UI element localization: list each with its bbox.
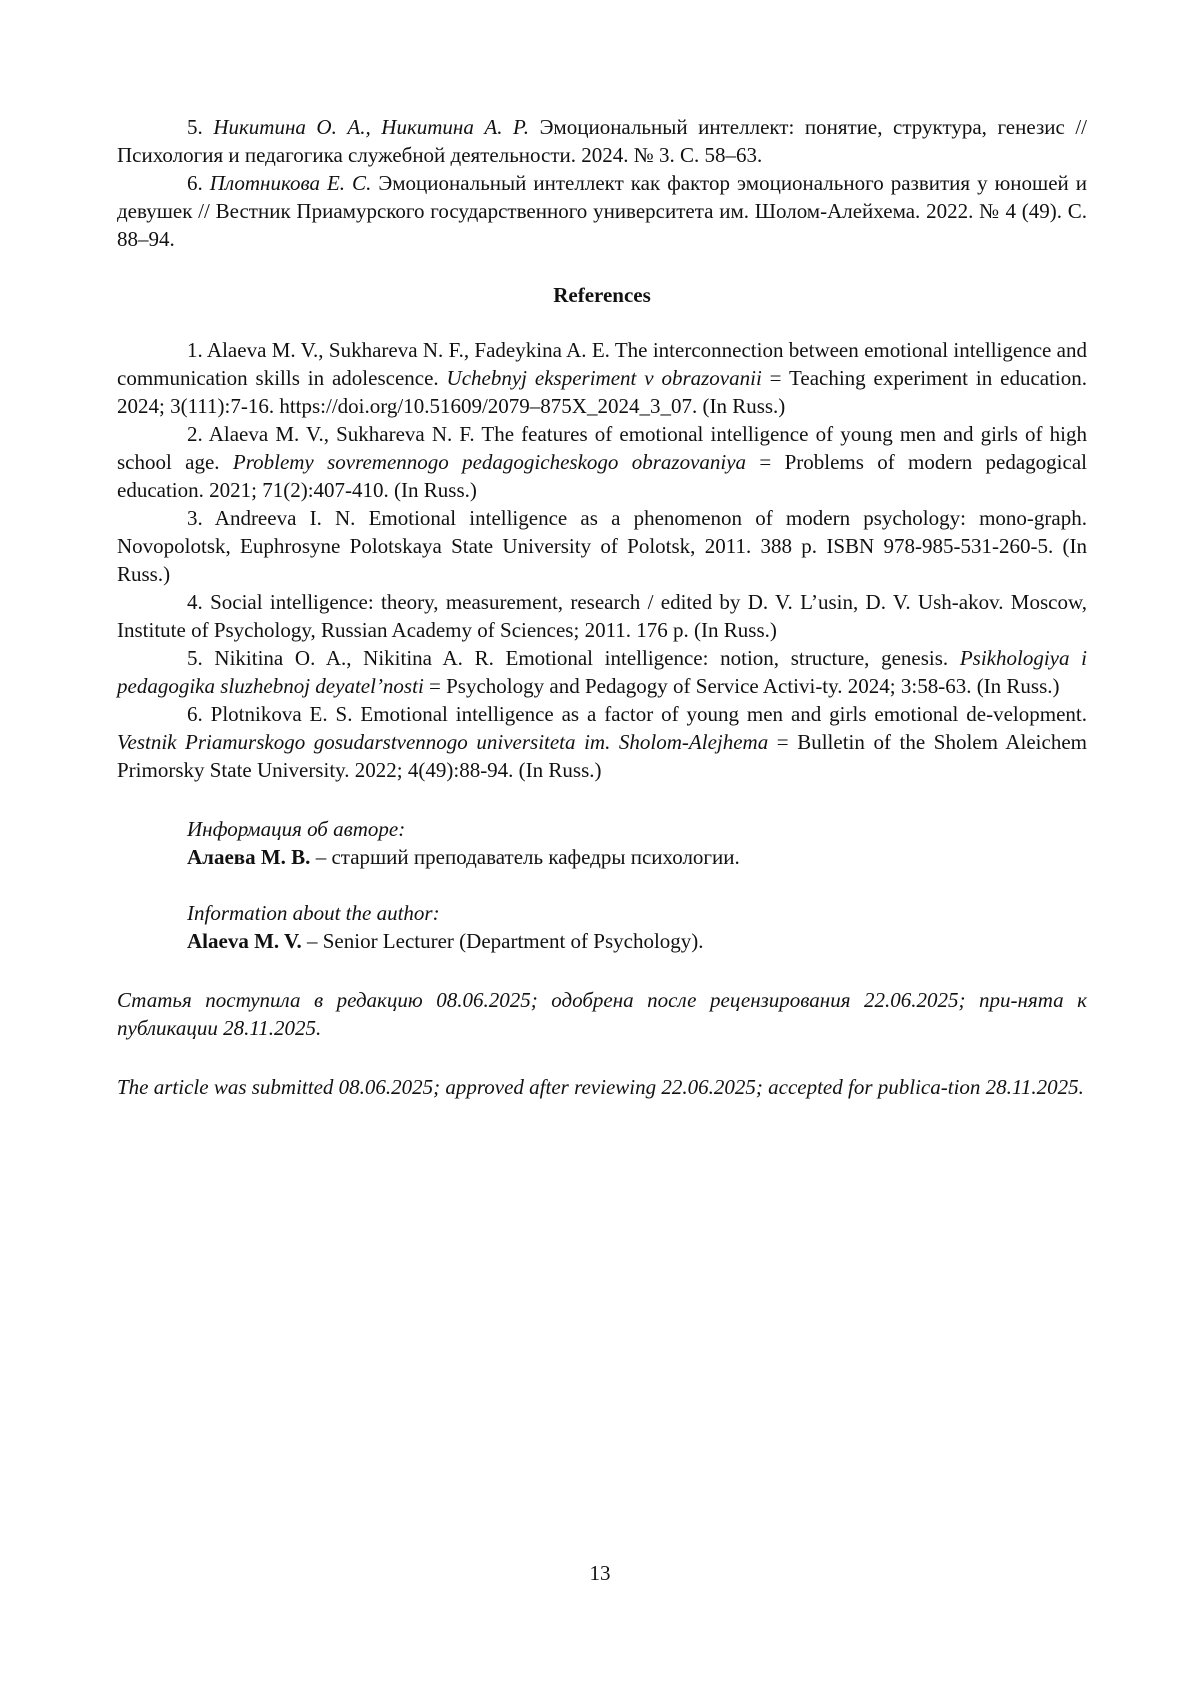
author-en-description: – Senior Lecturer (Department of Psychology). <box>301 929 704 953</box>
en-reference-3 <box>117 504 1087 588</box>
spacer <box>117 955 1087 986</box>
en-ref-5-text: 5. Nikitina O. A., Nikitina A. R. Emotional intelligence: notion, structure, genesis. <box>187 646 960 670</box>
submission-dates-en: The article was submitted 08.06.2025; approved after reviewing 22.06.2025; accepted for publica-tion 28.11.2025. <box>117 1075 1084 1099</box>
ru-reference-6 <box>117 169 1087 253</box>
en-ref-1-journal: Uchebnyj eksperiment v obrazovanii <box>446 366 762 390</box>
en-ref-6-journal: Vestnik Priamurskogo gosudarstvennogo universiteta im. Sholom-Alejhema <box>117 730 769 754</box>
en-ref-1-details: = Teaching experiment in education. 2024; 3(111):7-16. https://doi.org/10.51609/2079–875X_2024_3_07. (In Russ.) <box>117 366 1087 418</box>
en-ref-1-text: 1. Alaeva M. V., Sukhareva N. F., Fadeykina A. E. The interconnection between emotional intelligence and communication skills in adolescence. <box>117 338 1087 390</box>
author-ru-description: – старший преподаватель кафедры психологии. <box>310 845 740 869</box>
author-ru-name: Алаева М. В. <box>187 845 311 869</box>
ru-ref-6-number: 6. <box>187 171 210 195</box>
en-ref-6-text: 6. Plotnikova E. S. Emotional intelligence as a factor of young men and girls emotional de-velopment. <box>187 702 1087 726</box>
en-reference-5 <box>117 644 1087 700</box>
author-info-ru-line <box>187 843 1087 871</box>
references-heading: References <box>553 283 651 307</box>
en-ref-5-details: = Psychology and Pedagogy of Service Activi-ty. 2024; 3:58-63. (In Russ.) <box>423 674 1060 698</box>
ru-ref-6-authors: Плотникова Е. С. <box>209 171 372 195</box>
en-reference-2 <box>117 420 1087 504</box>
ru-ref-5-authors: Никитина О. А., Никитина А. Р. <box>213 115 530 139</box>
author-en-name: Alaeva M. V. <box>187 929 302 953</box>
en-reference-4 <box>117 588 1087 644</box>
submission-dates-ru: Статья поступила в редакцию 08.06.2025; одобрена после рецензирования 22.06.2025; при-нята к публикации 28.11.2025. <box>117 988 1087 1040</box>
en-reference-1 <box>117 336 1087 420</box>
author-info-ru-label: Информация об авторе: <box>187 817 406 841</box>
page-number: 13 <box>589 1561 611 1585</box>
spacer <box>117 871 1087 899</box>
en-ref-6-details: = Bulletin of the Sholem Aleichem Primorsky State University. 2022; 4(49):88-94. (In Russ.) <box>117 730 1087 782</box>
en-reference-6 <box>117 700 1087 784</box>
author-info-ru <box>187 815 1087 871</box>
en-ref-4-text: 4. Social intelligence: theory, measurement, research / edited by D. V. L’usin, D. V. Ush-akov. Moscow, Institute of Psychology, Russian Academy of Sciences; 2011. 176 p. (In Russ.) <box>117 590 1087 642</box>
page-content <box>117 113 1087 1101</box>
author-info-en-label: Information about the author: <box>187 901 440 925</box>
spacer <box>117 1042 1087 1073</box>
author-info-en-line <box>187 927 1087 955</box>
spacer <box>117 784 1087 815</box>
en-ref-2-journal: Problemy sovremennogo pedagogicheskogo obrazovaniya <box>232 450 747 474</box>
en-ref-2-details: = Problems of modern pedagogical education. 2021; 71(2):407-410. (In Russ.) <box>117 450 1087 502</box>
ru-ref-5-number: 5. <box>187 115 214 139</box>
ru-reference-5 <box>117 113 1087 169</box>
ru-ref-5-text: Эмоциональный интеллект: понятие, структура, генезис // Психология и педагогика служебной деятельности. 2024. № 3. С. 58–63. <box>117 115 1088 167</box>
en-ref-3-text: 3. Andreeva I. N. Emotional intelligence as a phenomenon of modern psychology: mono-graph. Novopolotsk, Euphrosyne Polotskaya State University of Polotsk, 2011. 388 p. ISBN 978-985-531-260-5. (In Russ.) <box>117 506 1087 586</box>
en-ref-5-journal: Psikhologiya i pedagogika sluzhebnoj deyatel’nosti <box>117 646 1087 698</box>
en-ref-2-text: 2. Alaeva M. V., Sukhareva N. F. The features of emotional intelligence of young men and girls of high school age. <box>117 422 1087 474</box>
author-info-en <box>187 899 1087 955</box>
ru-ref-6-text: Эмоциональный интеллект как фактор эмоционального развития у юношей и девушек // Вестник Приамурского государственного университета им. Шолом-Алейхема. 2022. № 4 (49). С. 88–94. <box>117 171 1088 251</box>
